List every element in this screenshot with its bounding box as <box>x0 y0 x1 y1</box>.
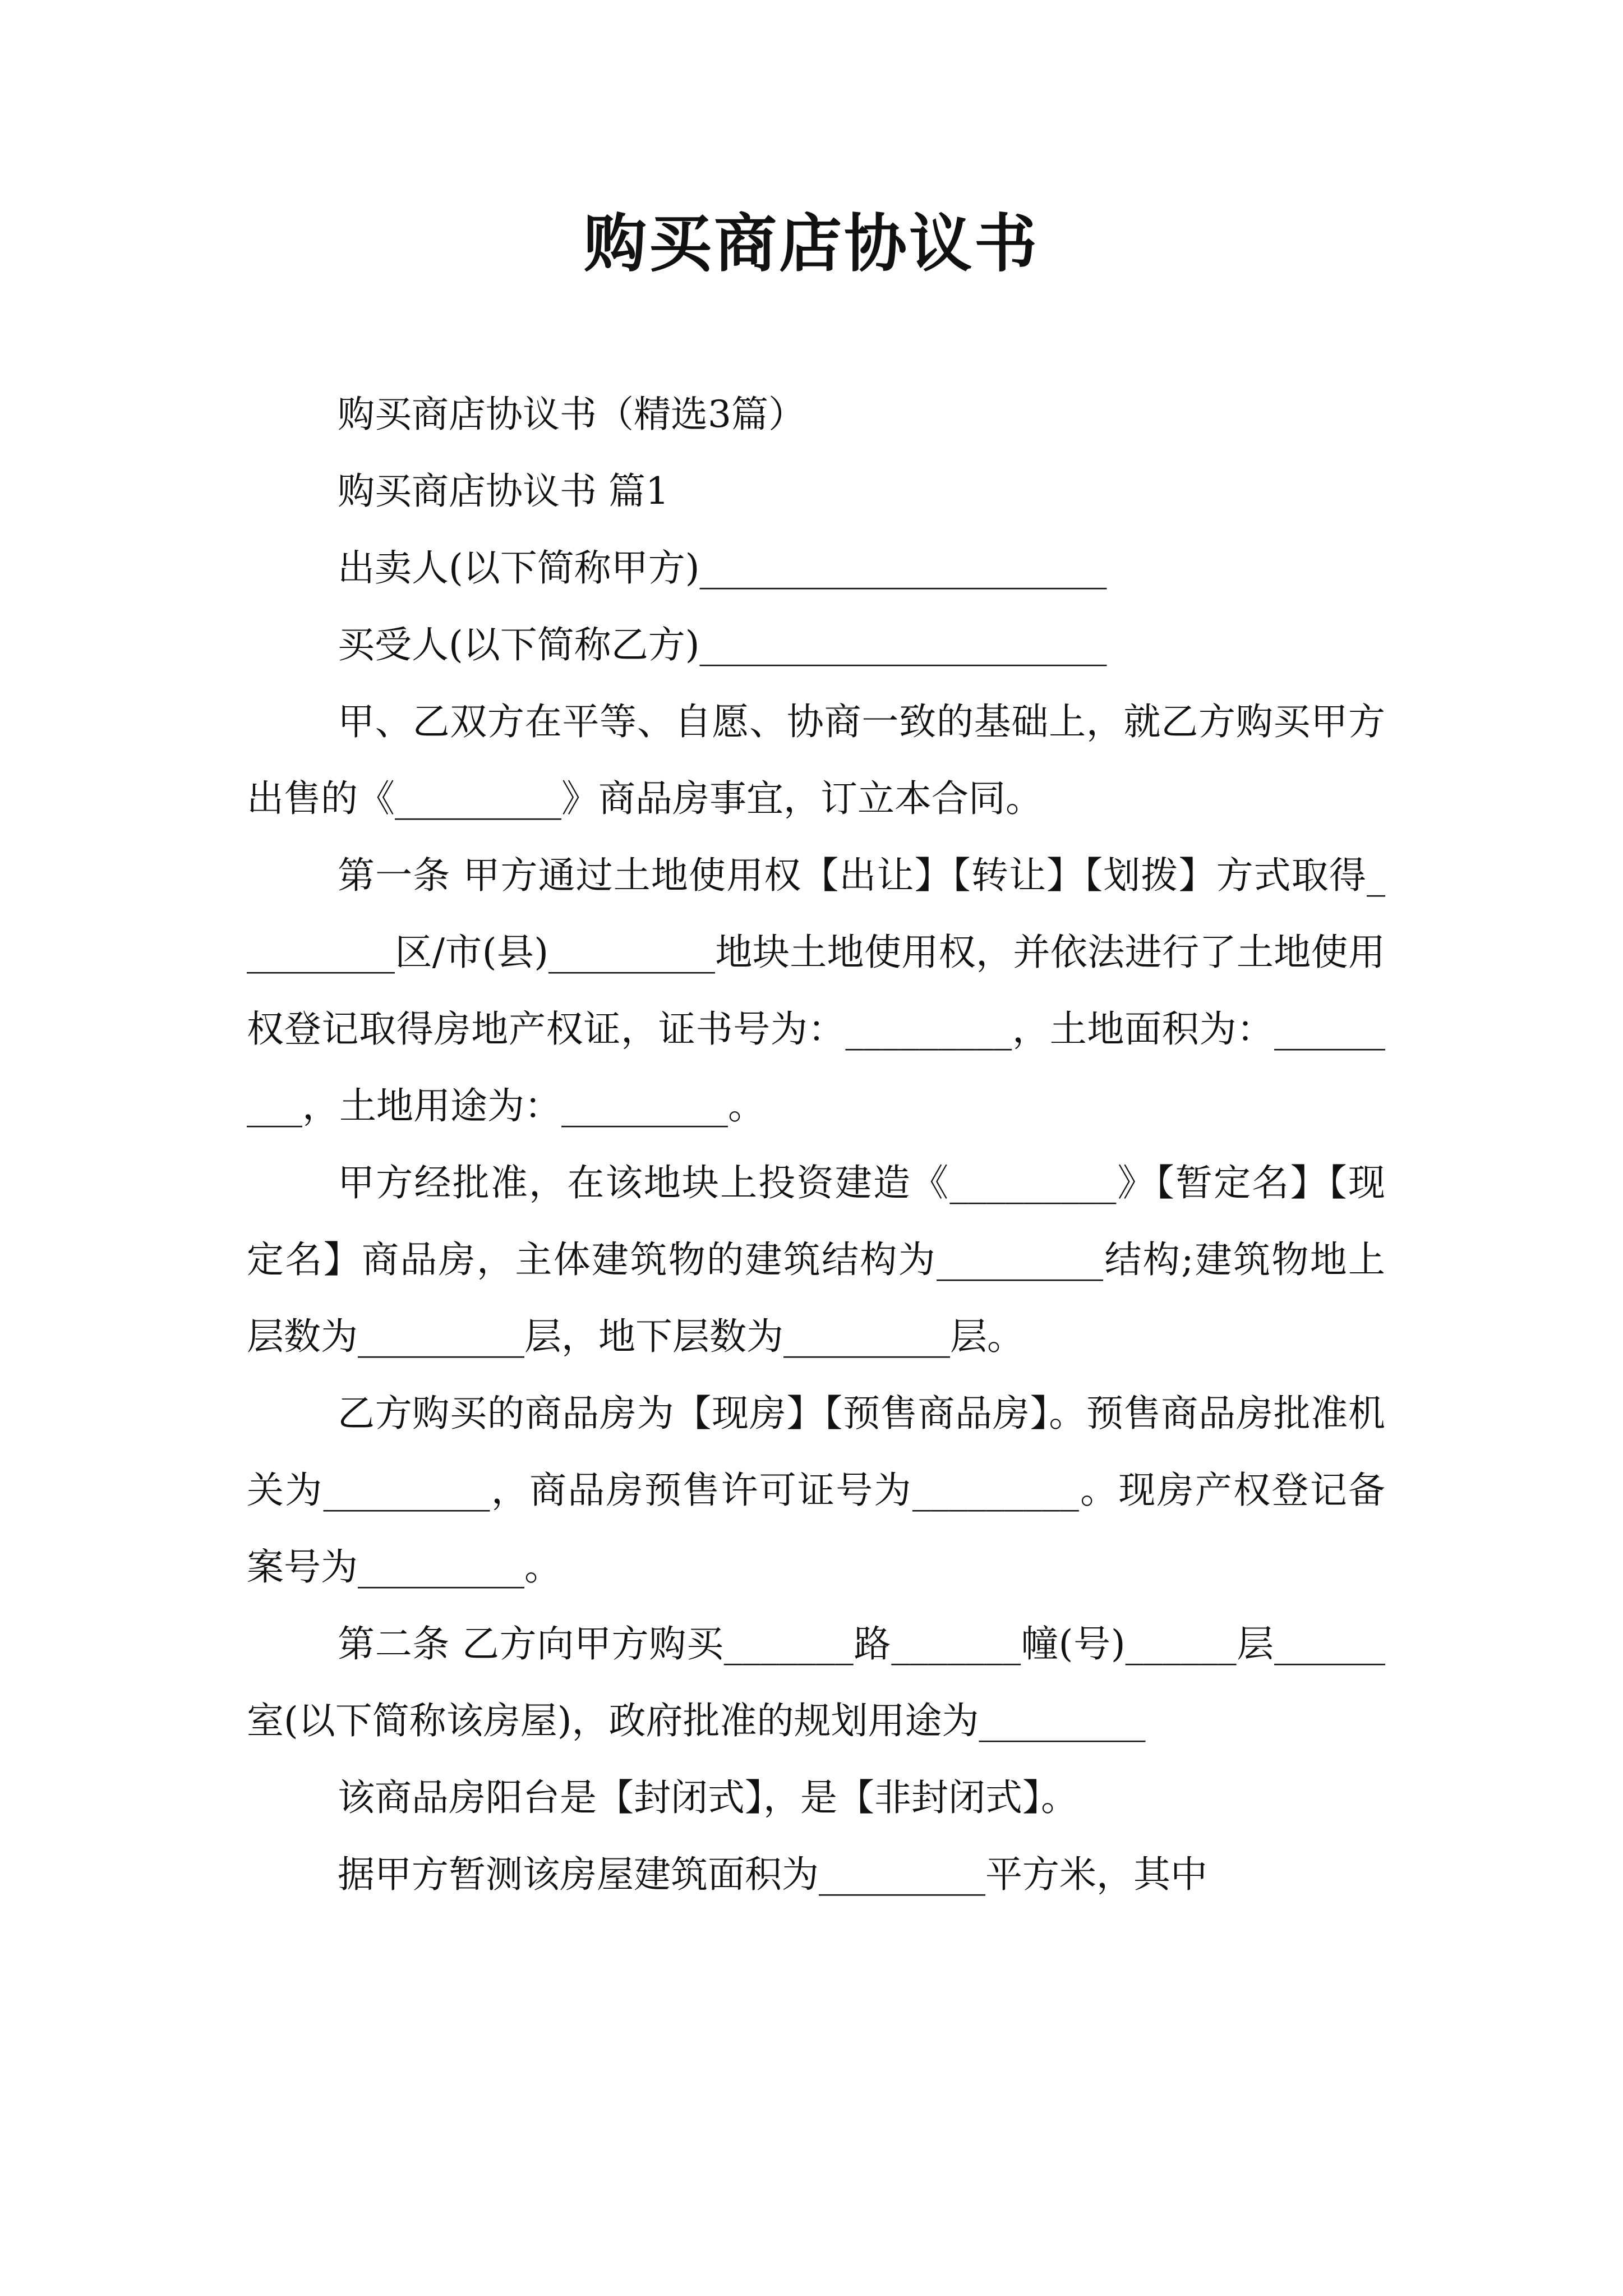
paragraph-property-type: 乙方购买的商品房为【现房】【预售商品房】。预售商品房批准机关为_________，商品房预售许可证号为_________。现房产权登记备案号为_________。 <box>247 1392 1385 1589</box>
paragraph-subtitle: 购买商店协议书（精选3篇） <box>338 393 805 436</box>
paragraph-seller: 出卖人(以下简称甲方)______________________ <box>338 546 1107 590</box>
paragraph-article-2: 第二条 乙方向甲方购买_______路_______幢(号)______层______室(以下简称该房屋)，政府批准的规划用途为_________ <box>247 1622 1385 1742</box>
paragraph-construction: 甲方经批准，在该地块上投资建造《_________》【暂定名】【现定名】商品房，主体建筑物的建筑结构为_________结构;建筑物地上层数为_________层，地下层数为_________层。 <box>247 1161 1385 1358</box>
paragraph-buyer: 买受人(以下简称乙方)______________________ <box>338 623 1107 666</box>
document-body <box>247 376 1385 1913</box>
document-title: 购买商店协议书 <box>584 207 1039 280</box>
paragraph-balcony: 该商品房阳台是【封闭式】，是【非封闭式】。 <box>338 1776 1078 1819</box>
paragraph-article-1: 第一条 甲方通过土地使用权【出让】【转让】【划拨】方式取得_________区/市(县)_________地块土地使用权，并依法进行了土地使用权登记取得房地产权证，证书号为：_________，土地面积为：_________，土地用途为：_________。 <box>247 854 1385 1128</box>
paragraph-area: 据甲方暂测该房屋建筑面积为_________平方米，其中 <box>338 1853 1207 1896</box>
paragraph-preamble: 甲、乙双方在平等、自愿、协商一致的基础上，就乙方购买甲方出售的《_________》商品房事宜，订立本合同。 <box>247 700 1385 820</box>
paragraph-section-heading: 购买商店协议书 篇1 <box>338 470 669 513</box>
